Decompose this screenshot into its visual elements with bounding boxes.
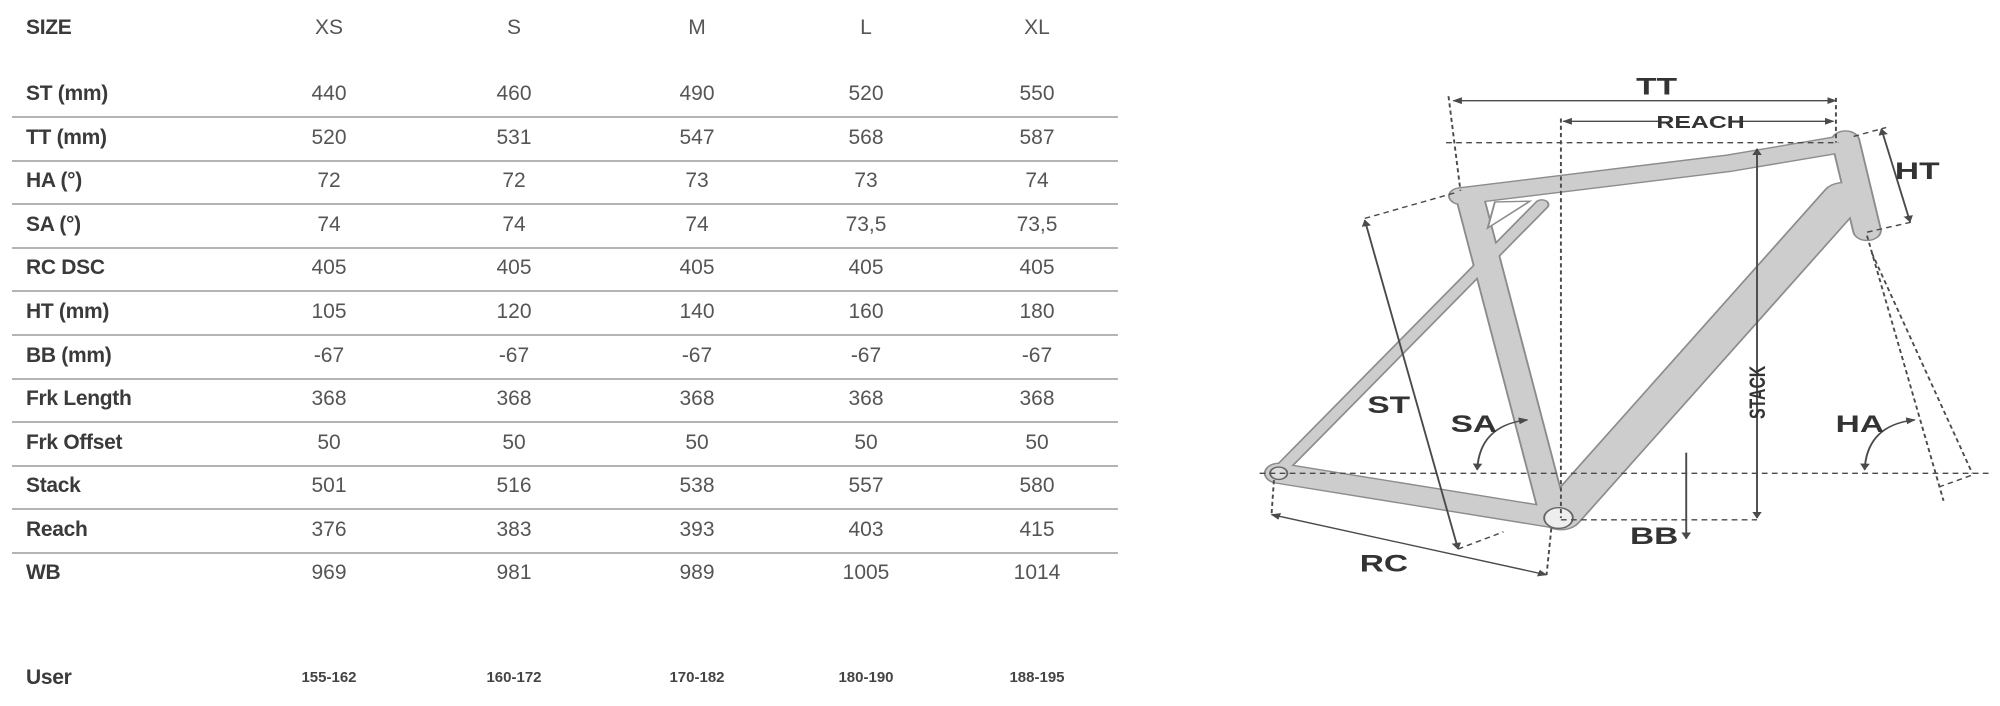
cell-value: 580 xyxy=(1019,474,1055,497)
cell-value: -67 xyxy=(850,344,882,367)
cell-value: 520 xyxy=(311,126,347,149)
cell-value: -67 xyxy=(681,344,713,367)
user-height-row xyxy=(12,658,1118,698)
cell-value: 393 xyxy=(679,518,715,541)
cell-value: 368 xyxy=(679,387,715,410)
cell-value: 72 xyxy=(317,169,341,192)
cell-value: 405 xyxy=(1019,256,1055,279)
row-label: TT (mm) xyxy=(26,126,107,149)
cell-value: 368 xyxy=(311,387,347,410)
cell-value: 415 xyxy=(1019,518,1055,541)
label-st: ST xyxy=(1367,392,1411,419)
label-rc: RC xyxy=(1359,550,1409,578)
table-row xyxy=(12,118,1118,158)
label-ht: HT xyxy=(1894,158,1940,185)
row-label: HA (°) xyxy=(26,169,82,192)
cell-value: 981 xyxy=(496,561,532,584)
row-label: SIZE xyxy=(26,16,72,39)
cell-value: 440 xyxy=(311,82,347,105)
cell-value: 73 xyxy=(854,169,878,192)
label-sa: SA xyxy=(1450,411,1498,438)
cell-value: 188-195 xyxy=(1009,669,1065,686)
cell-value: 405 xyxy=(311,256,347,279)
cell-value: 460 xyxy=(496,82,532,105)
cell-value: 969 xyxy=(311,561,347,584)
label-stack: STACK xyxy=(1746,365,1771,420)
cell-value: 74 xyxy=(317,213,341,236)
table-row xyxy=(12,379,1118,419)
cell-value: 73,5 xyxy=(1016,213,1058,236)
header-row xyxy=(12,8,1118,48)
cell-value: 550 xyxy=(1019,82,1055,105)
row-label: ST (mm) xyxy=(26,82,108,105)
cell-value: S xyxy=(506,16,521,39)
cell-value: 516 xyxy=(496,474,532,497)
cell-value: M xyxy=(688,16,706,39)
cell-value: 74 xyxy=(685,213,709,236)
cell-value: 155-162 xyxy=(301,669,357,686)
table-row xyxy=(12,423,1118,463)
cell-value: 72 xyxy=(502,169,526,192)
frame-geometry-diagram xyxy=(1250,60,2000,600)
row-label: RC DSC xyxy=(26,256,105,279)
cell-value: 50 xyxy=(854,431,878,454)
cell-value: 74 xyxy=(502,213,526,236)
cell-value: L xyxy=(860,16,872,39)
cell-value: 170-182 xyxy=(669,669,725,686)
cell-value: 73 xyxy=(685,169,709,192)
row-label: Stack xyxy=(26,474,81,497)
table-row xyxy=(12,205,1118,245)
table-row xyxy=(12,510,1118,550)
row-label: BB (mm) xyxy=(26,344,112,367)
frame-fill xyxy=(1279,141,1867,518)
cell-value: 160-172 xyxy=(486,669,542,686)
table-row xyxy=(12,248,1118,288)
cell-value: 120 xyxy=(496,300,532,323)
cell-value: 73,5 xyxy=(845,213,887,236)
cell-value: 490 xyxy=(679,82,715,105)
table-row xyxy=(12,74,1118,114)
cell-value: 520 xyxy=(848,82,884,105)
row-label: Reach xyxy=(26,518,88,541)
cell-value: 557 xyxy=(848,474,884,497)
cell-value: 405 xyxy=(848,256,884,279)
table-row xyxy=(12,161,1118,201)
cell-value: 140 xyxy=(679,300,715,323)
cell-value: 501 xyxy=(311,474,347,497)
cell-value: -67 xyxy=(498,344,530,367)
label-tt: TT xyxy=(1636,73,1678,101)
cell-value: XL xyxy=(1024,16,1050,39)
cell-value: 180 xyxy=(1019,300,1055,323)
cell-value: 989 xyxy=(679,561,715,584)
cell-value: 587 xyxy=(1019,126,1055,149)
row-label: User xyxy=(26,666,72,689)
cell-value: 568 xyxy=(848,126,884,149)
cell-value: 376 xyxy=(311,518,347,541)
cell-value: XS xyxy=(314,16,343,39)
row-label: Frk Offset xyxy=(26,431,123,454)
cell-value: 50 xyxy=(502,431,526,454)
label-reach: REACH xyxy=(1656,111,1745,133)
cell-value: 50 xyxy=(1025,431,1049,454)
frame-outline xyxy=(1279,141,1867,518)
cell-value: 1014 xyxy=(1013,561,1061,584)
table-row xyxy=(12,336,1118,376)
table-row xyxy=(12,466,1118,506)
cell-value: 1005 xyxy=(842,561,890,584)
cell-value: 105 xyxy=(311,300,347,323)
cell-value: 368 xyxy=(496,387,532,410)
cell-value: 50 xyxy=(317,431,341,454)
cell-value: 538 xyxy=(679,474,715,497)
cell-value: 368 xyxy=(1019,387,1055,410)
cell-value: 50 xyxy=(685,431,709,454)
row-label: HT (mm) xyxy=(26,300,110,323)
cell-value: 531 xyxy=(496,126,532,149)
cell-value: -67 xyxy=(1021,344,1053,367)
cell-value: 160 xyxy=(848,300,884,323)
row-label: Frk Length xyxy=(26,387,132,410)
cell-value: 405 xyxy=(679,256,715,279)
cell-value: 405 xyxy=(496,256,532,279)
cell-value: 74 xyxy=(1025,169,1049,192)
cell-value: 403 xyxy=(848,518,884,541)
label-ha: HA xyxy=(1835,411,1885,438)
cell-value: 180-190 xyxy=(838,669,894,686)
row-label: SA (°) xyxy=(26,213,81,236)
bottom-bracket xyxy=(1544,508,1573,529)
table-row xyxy=(12,292,1118,332)
cell-value: -67 xyxy=(313,344,345,367)
label-bb: BB xyxy=(1630,523,1679,550)
cell-value: 368 xyxy=(848,387,884,410)
row-label: WB xyxy=(26,561,61,584)
cell-value: 383 xyxy=(496,518,532,541)
cell-value: 547 xyxy=(679,126,715,149)
table-row xyxy=(12,553,1118,593)
